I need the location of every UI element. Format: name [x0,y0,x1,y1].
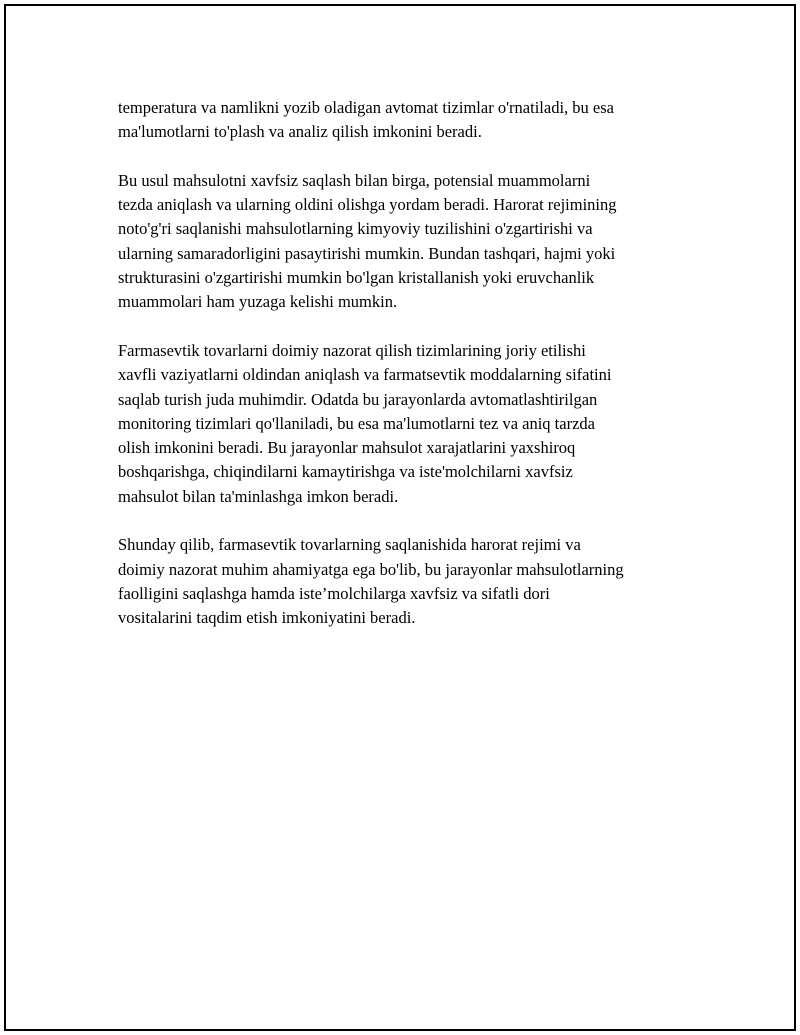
document-body [118,96,698,655]
paragraph: temperatura va namlikni yozib oladigan avtomat tizimlar o'rnatiladi, bu esa ma'lumotlarni to'plash va analiz qilish imkonini beradi. [118,98,614,142]
paragraph: Bu usul mahsulotni xavfsiz saqlash bilan birga, potensial muammolarni tezda aniqlash va ularning oldini olishga yordam beradi. Harorat rejimining noto'g'ri saqlanishi mahsulotlarning kimyoviy tuzilishini o'zgartirishi va ularning samaradorligini pasaytirishi mumkin. Bundan tashqari, hajmi yoki strukturasini o'zgartirishi mumkin bo'lgan kristallanish yoki eruvchanlik muammolari ham yuzaga kelishi mumkin. [118,170,617,312]
paragraph: Farmasevtik tovarlarni doimiy nazorat qilish tizimlarining joriy etilishi xavfli vaziyatlarni oldindan aniqlash va farmatsevtik moddalarning sifatini saqlab turish juda muhimdir. Odatda bu jarayonlarda avtomatlashtirilgan monitoring tizimlari qo'llaniladi, bu esa ma'lumotlarni tez va aniq tarzda olish imkonini beradi. Bu jarayonlar mahsulot xarajatlarini yaxshiroq boshqarishga, chiqindilarni kamaytirishga va iste'molchilarni xavfsiz mahsulot bilan ta'minlashga imkon beradi. [118,340,612,506]
document-page [4,4,796,1031]
paragraph: Shunday qilib, farmasevtik tovarlarning saqlanishida harorat rejimi va doimiy nazorat muhim ahamiyatga ega bo'lib, bu jarayonlar mahsulotlarning faolligini saqlashga hamda iste’molchilarga xavfsiz va sifatli dori vositalarini taqdim etish imkoniyatini beradi. [118,535,624,628]
